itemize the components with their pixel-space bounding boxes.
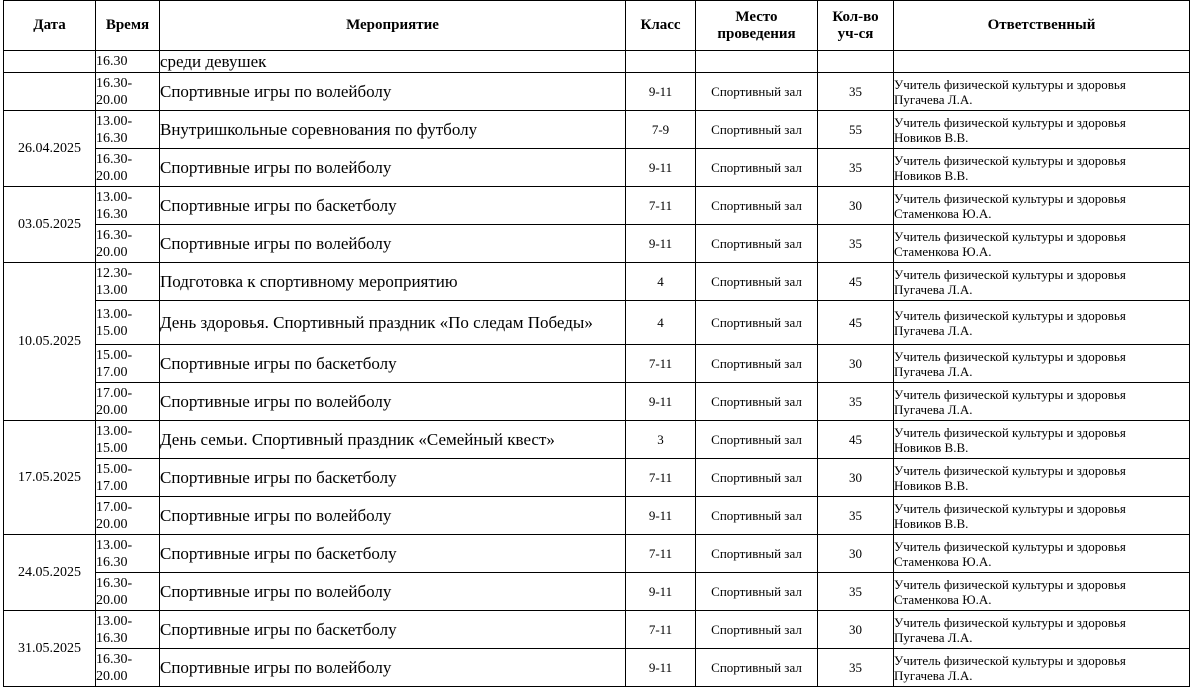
event-cell: Спортивные игры по волейболу	[160, 73, 626, 111]
count-cell: 35	[818, 383, 894, 421]
time-end: 13.00	[96, 282, 128, 298]
class-cell: 9-11	[626, 225, 696, 263]
responsible-cell	[894, 383, 1190, 421]
count-cell: 30	[818, 611, 894, 649]
responsible-cell	[894, 51, 1190, 73]
date-cell: 17.05.2025	[4, 421, 96, 535]
time-cell	[96, 535, 160, 573]
event-cell: Внутришкольные соревнования по футболу	[160, 111, 626, 149]
responsible-name: Пугачева Л.А.	[894, 363, 973, 379]
event-cell: Спортивные игры по баскетболу	[160, 459, 626, 497]
time-cell	[96, 149, 160, 187]
count-cell: 35	[818, 649, 894, 687]
table-row	[4, 573, 1190, 611]
count-cell: 45	[818, 263, 894, 301]
time-cell	[96, 611, 160, 649]
class-cell: 9-11	[626, 73, 696, 111]
schedule-sheet	[3, 0, 1190, 687]
time-start: 12.30-	[96, 265, 133, 281]
place-cell: Спортивный зал	[696, 421, 818, 459]
place-cell: Спортивный зал	[696, 345, 818, 383]
class-cell: 9-11	[626, 383, 696, 421]
responsible-title: Учитель физической культуры и здоровья	[894, 266, 1126, 282]
place-cell: Спортивный зал	[696, 611, 818, 649]
class-cell: 7-11	[626, 611, 696, 649]
event-cell: Спортивные игры по баскетболу	[160, 187, 626, 225]
place-cell: Спортивный зал	[696, 497, 818, 535]
event-cell: Спортивные игры по волейболу	[160, 497, 626, 535]
responsible-name: Новиков В.В.	[894, 477, 969, 493]
header-count-line2: уч-ся	[837, 25, 874, 42]
event-cell: Спортивные игры по волейболу	[160, 573, 626, 611]
responsible-title: Учитель физической культуры и здоровья	[894, 386, 1126, 402]
header-place	[696, 1, 818, 51]
time-cell	[96, 421, 160, 459]
place-cell	[696, 51, 818, 73]
time-end: 20.00	[96, 92, 128, 108]
date-cell	[4, 73, 96, 111]
class-cell: 7-9	[626, 111, 696, 149]
responsible-title: Учитель физической культуры и здоровья	[894, 228, 1126, 244]
date-cell: 24.05.2025	[4, 535, 96, 611]
header-time: Время	[96, 1, 160, 51]
event-cell: День семьи. Спортивный праздник «Семейный квест»	[160, 421, 626, 459]
place-cell: Спортивный зал	[696, 225, 818, 263]
responsible-cell	[894, 263, 1190, 301]
time-start: 16.30-	[96, 575, 133, 591]
class-cell: 4	[626, 263, 696, 301]
time-end: 16.30	[96, 206, 128, 222]
time-end: 20.00	[96, 244, 128, 260]
responsible-name: Стаменкова Ю.А.	[894, 591, 992, 607]
place-cell: Спортивный зал	[696, 149, 818, 187]
time-end: 20.00	[96, 592, 128, 608]
responsible-cell	[894, 111, 1190, 149]
class-cell	[626, 51, 696, 73]
time-end: 20.00	[96, 668, 128, 684]
responsible-name: Новиков В.В.	[894, 167, 969, 183]
time-cell	[96, 345, 160, 383]
count-cell: 35	[818, 73, 894, 111]
date-cell: 31.05.2025	[4, 611, 96, 687]
table-row	[4, 73, 1190, 111]
table-row	[4, 187, 1190, 225]
event-cell: Спортивные игры по баскетболу	[160, 611, 626, 649]
time-cell	[96, 263, 160, 301]
place-cell: Спортивный зал	[696, 263, 818, 301]
class-cell: 9-11	[626, 497, 696, 535]
header-place-line1: Место	[735, 8, 778, 25]
time-end: 16.30	[96, 630, 128, 646]
responsible-title: Учитель физической культуры и здоровья	[894, 500, 1126, 516]
class-cell: 9-11	[626, 649, 696, 687]
responsible-cell	[894, 421, 1190, 459]
responsible-cell	[894, 225, 1190, 263]
header-class: Класс	[626, 1, 696, 51]
responsible-title: Учитель физической культуры и здоровья	[894, 462, 1126, 478]
time-end: 20.00	[96, 402, 128, 418]
count-cell: 35	[818, 573, 894, 611]
count-cell: 55	[818, 111, 894, 149]
responsible-title: Учитель физической культуры и здоровья	[894, 307, 1126, 323]
time-start: 15.00-	[96, 347, 133, 363]
responsible-title: Учитель физической культуры и здоровья	[894, 576, 1126, 592]
time-start: 17.00-	[96, 385, 133, 401]
responsible-name: Пугачева Л.А.	[894, 401, 973, 417]
place-cell: Спортивный зал	[696, 73, 818, 111]
responsible-title: Учитель физической культуры и здоровья	[894, 114, 1126, 130]
schedule-table	[3, 0, 1190, 687]
date-cell	[4, 51, 96, 73]
time-cell	[96, 573, 160, 611]
time-end: 16.30	[96, 130, 128, 146]
date-cell: 03.05.2025	[4, 187, 96, 263]
responsible-cell	[894, 301, 1190, 345]
count-cell: 45	[818, 421, 894, 459]
responsible-cell	[894, 611, 1190, 649]
header-event: Мероприятие	[160, 1, 626, 51]
event-cell: Спортивные игры по баскетболу	[160, 345, 626, 383]
responsible-title: Учитель физической культуры и здоровья	[894, 76, 1126, 92]
responsible-name: Пугачева Л.А.	[894, 322, 973, 338]
date-cell: 26.04.2025	[4, 111, 96, 187]
time-start: 13.00-	[96, 113, 133, 129]
time-end: 20.00	[96, 516, 128, 532]
time-start: 16.30-	[96, 75, 133, 91]
count-cell: 30	[818, 187, 894, 225]
count-cell: 30	[818, 535, 894, 573]
time-end: 20.00	[96, 168, 128, 184]
count-cell: 30	[818, 459, 894, 497]
count-cell: 30	[818, 345, 894, 383]
class-cell: 9-11	[626, 149, 696, 187]
time-cell: 16.30	[96, 51, 160, 73]
time-cell	[96, 301, 160, 345]
count-cell: 45	[818, 301, 894, 345]
time-end: 15.00	[96, 440, 128, 456]
responsible-cell	[894, 535, 1190, 573]
time-end: 15.00	[96, 323, 128, 339]
header-count-line1: Кол-во	[832, 8, 879, 25]
time-start: 13.00-	[96, 189, 133, 205]
count-cell: 35	[818, 225, 894, 263]
responsible-name: Новиков В.В.	[894, 129, 969, 145]
responsible-name: Пугачева Л.А.	[894, 281, 973, 297]
responsible-cell	[894, 497, 1190, 535]
responsible-name: Новиков В.В.	[894, 515, 969, 531]
time-start: 17.00-	[96, 499, 133, 515]
time-start: 16.30-	[96, 151, 133, 167]
time-cell	[96, 111, 160, 149]
event-cell: среди девушек	[160, 51, 626, 73]
responsible-cell	[894, 573, 1190, 611]
place-cell: Спортивный зал	[696, 383, 818, 421]
count-cell: 35	[818, 149, 894, 187]
table-row	[4, 263, 1190, 301]
time-cell	[96, 649, 160, 687]
header-count	[818, 1, 894, 51]
table-row	[4, 225, 1190, 263]
time-end: 17.00	[96, 478, 128, 494]
table-row	[4, 497, 1190, 535]
place-cell: Спортивный зал	[696, 649, 818, 687]
time-start: 13.00-	[96, 306, 133, 322]
time-cell	[96, 383, 160, 421]
responsible-name: Стаменкова Ю.А.	[894, 205, 992, 221]
responsible-title: Учитель физической культуры и здоровья	[894, 348, 1126, 364]
responsible-name: Стаменкова Ю.А.	[894, 243, 992, 259]
responsible-name: Пугачева Л.А.	[894, 91, 973, 107]
time-start: 16.30-	[96, 651, 133, 667]
event-cell: Спортивные игры по волейболу	[160, 225, 626, 263]
event-cell: День здоровья. Спортивный праздник «По следам Победы»	[160, 301, 626, 345]
time-start: 15.00-	[96, 461, 133, 477]
table-row-continued	[4, 51, 1190, 73]
class-cell: 7-11	[626, 345, 696, 383]
time-start: 13.00-	[96, 613, 133, 629]
responsible-cell	[894, 649, 1190, 687]
responsible-cell	[894, 73, 1190, 111]
responsible-title: Учитель физической культуры и здоровья	[894, 538, 1126, 554]
place-cell: Спортивный зал	[696, 111, 818, 149]
table-row	[4, 383, 1190, 421]
class-cell: 9-11	[626, 573, 696, 611]
time-start: 16.30-	[96, 227, 133, 243]
table-row	[4, 301, 1190, 345]
class-cell: 3	[626, 421, 696, 459]
event-cell: Спортивные игры по волейболу	[160, 649, 626, 687]
event-cell: Спортивные игры по волейболу	[160, 383, 626, 421]
table-row	[4, 149, 1190, 187]
place-cell: Спортивный зал	[696, 301, 818, 345]
responsible-name: Пугачева Л.А.	[894, 667, 973, 683]
table-row	[4, 649, 1190, 687]
header-place-line2: проведения	[717, 25, 796, 42]
responsible-cell	[894, 149, 1190, 187]
table-row	[4, 111, 1190, 149]
place-cell: Спортивный зал	[696, 459, 818, 497]
event-cell: Спортивные игры по баскетболу	[160, 535, 626, 573]
responsible-name: Новиков В.В.	[894, 439, 969, 455]
header-date: Дата	[4, 1, 96, 51]
time-start: 13.00-	[96, 537, 133, 553]
responsible-title: Учитель физической культуры и здоровья	[894, 652, 1126, 668]
responsible-name: Стаменкова Ю.А.	[894, 553, 992, 569]
class-cell: 7-11	[626, 187, 696, 225]
event-cell: Подготовка к спортивному мероприятию	[160, 263, 626, 301]
header-row	[4, 1, 1190, 51]
place-cell: Спортивный зал	[696, 187, 818, 225]
place-cell: Спортивный зал	[696, 535, 818, 573]
responsible-title: Учитель физической культуры и здоровья	[894, 152, 1126, 168]
event-cell: Спортивные игры по волейболу	[160, 149, 626, 187]
count-cell	[818, 51, 894, 73]
time-cell	[96, 225, 160, 263]
time-cell	[96, 187, 160, 225]
responsible-name: Пугачева Л.А.	[894, 629, 973, 645]
class-cell: 7-11	[626, 459, 696, 497]
time-cell	[96, 73, 160, 111]
responsible-title: Учитель физической культуры и здоровья	[894, 614, 1126, 630]
place-cell: Спортивный зал	[696, 573, 818, 611]
class-cell: 7-11	[626, 535, 696, 573]
time-end: 17.00	[96, 364, 128, 380]
responsible-title: Учитель физической культуры и здоровья	[894, 190, 1126, 206]
time-start: 13.00-	[96, 423, 133, 439]
time-end: 16.30	[96, 554, 128, 570]
table-row	[4, 345, 1190, 383]
responsible-cell	[894, 187, 1190, 225]
table-row	[4, 421, 1190, 459]
responsible-cell	[894, 459, 1190, 497]
count-cell: 35	[818, 497, 894, 535]
date-cell: 10.05.2025	[4, 263, 96, 421]
responsible-cell	[894, 345, 1190, 383]
header-responsible: Ответственный	[894, 1, 1190, 51]
table-row	[4, 535, 1190, 573]
time-cell	[96, 497, 160, 535]
time-cell	[96, 459, 160, 497]
table-row	[4, 459, 1190, 497]
class-cell: 4	[626, 301, 696, 345]
table-row	[4, 611, 1190, 649]
responsible-title: Учитель физической культуры и здоровья	[894, 424, 1126, 440]
schedule-body	[4, 51, 1190, 687]
